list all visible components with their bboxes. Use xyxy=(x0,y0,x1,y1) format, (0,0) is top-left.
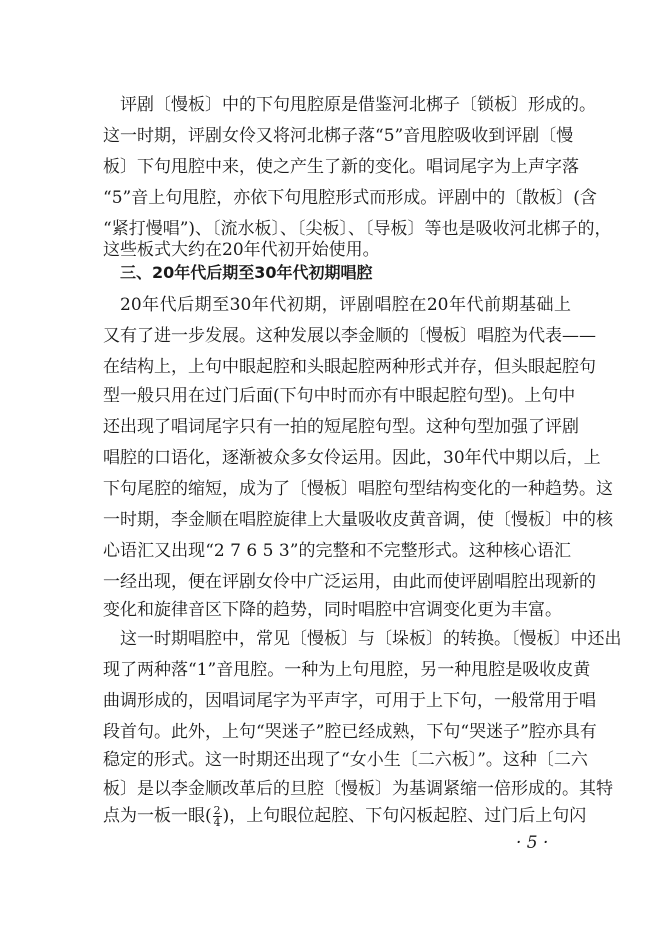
paragraph-3-line-3: 曲调形成的，因唱词尾字为平声字，可用于上下句，一般常用于唱 xyxy=(103,691,596,711)
last-line-text-after: )，上句眼位起腔、下句闪板起腔、过门后上句闪 xyxy=(222,806,587,826)
section-heading: 三、20年代后期至30年代初期唱腔 xyxy=(120,263,373,282)
paragraph-2-line-7: 下句尾腔的缩短，成为了〔慢板〕唱腔句型结构变化的一种趋势。这 xyxy=(103,479,613,499)
paragraph-3-line-1: 这一时期唱腔中，常见〔慢板〕与〔垛板〕的转换。〔慢板〕中还出 xyxy=(120,629,622,649)
paragraph-2-line-6: 唱腔的口语化，逐渐被众多女伶运用。因此，30年代中期以后，上 xyxy=(103,448,601,468)
paragraph-3-line-6: 板〕是以李金顺改革后的旦腔〔慢板〕为基调紧缩一倍形成的。其特 xyxy=(103,779,613,799)
paragraph-3-line-5: 稳定的形式。这一时期还出现了“女小生〔二六板〕”。这种〔二六 xyxy=(103,750,588,770)
paragraph-2-line-4: 型一般只用在过门后面(下句中时而亦有中眼起腔句型)。上句中 xyxy=(103,386,576,406)
paragraph-2-line-11: 变化和旋律音区下降的趋势，同时唱腔中宫调变化更为丰富。 xyxy=(103,600,562,620)
paragraph-1-line-2: 这一时期，评剧女伶又将河北梆子落“5”音甩腔吸收到评剧〔慢 xyxy=(103,126,574,146)
paragraph-1-line-3: 板〕下句甩腔中来，使之产生了新的变化。唱词尾字为上声字落 xyxy=(103,157,579,177)
paragraph-1-line-6: 这些板式大约在20年代初开始使用。 xyxy=(103,240,380,260)
paragraph-2-line-10: 一经出现，便在评剧女伶中广泛运用，由此而使评剧唱腔出现新的 xyxy=(103,572,596,592)
paragraph-1-line-4: “5”音上句甩腔，亦依下句甩腔形式而形成。评剧中的〔散板〕(含 xyxy=(103,188,597,208)
paragraph-2-line-5: 还出现了唱词尾字只有一拍的短尾腔句型。这种句型加强了评剧 xyxy=(103,417,579,437)
paragraph-1-line-1: 评剧〔慢板〕中的下句甩腔原是借鉴河北梆子〔锁板〕形成的。 xyxy=(120,95,596,115)
last-line-text-before: 点为一板一眼( xyxy=(103,806,212,826)
paragraph-1-line-5: “紧打慢唱”)、〔流水板〕、〔尖板〕、〔导板〕等也是吸收河北梆子的， xyxy=(103,219,612,239)
fraction-denominator: 4 xyxy=(213,816,221,829)
paragraph-3-line-7 xyxy=(103,803,587,829)
paragraph-2-line-9: 心语汇又出现“2 7 6 5 3”的完整和不完整形式。这种核心语汇 xyxy=(103,541,571,561)
paragraph-2-line-1: 20年代后期至30年代初期，评剧唱腔在20年代前期基础上 xyxy=(120,295,571,315)
time-signature-fraction xyxy=(213,805,222,828)
paragraph-2-line-3: 在结构上，上句中眼起腔和头眼起腔两种形式并存，但头眼起腔句 xyxy=(103,357,596,377)
paragraph-2-line-2: 又有了进一步发展。这种发展以李金顺的〔慢板〕唱腔为代表—— xyxy=(103,326,596,346)
page-number: · 5 · xyxy=(516,833,549,853)
paragraph-3-line-2: 现了两种落“1”音甩腔。一种为上句甩腔，另一种甩腔是吸收皮黄 xyxy=(103,660,591,680)
paragraph-2-line-8: 一时期，李金顺在唱腔旋律上大量吸收皮黄音调，使〔慢板〕中的核 xyxy=(103,510,613,530)
fraction-numerator: 2 xyxy=(213,804,221,817)
paragraph-3-line-4: 段首句。此外，上句“哭迷子”腔已经成熟，下句“哭迷子”腔亦具有 xyxy=(103,722,597,742)
